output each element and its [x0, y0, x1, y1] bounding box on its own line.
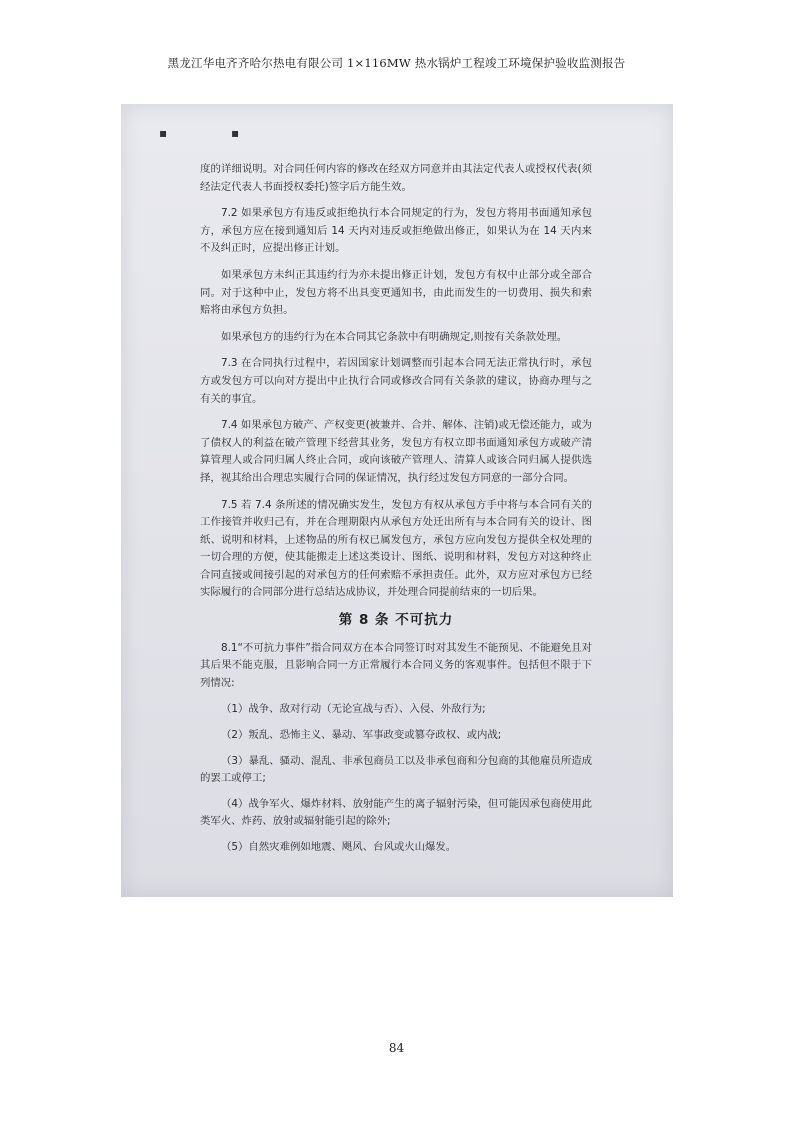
- page-header: 黑龙江华电齐齐哈尔热电有限公司 1×116MW 热水锅炉工程竣工环境保护验收监测报告: [167, 56, 626, 70]
- paragraph-7-2-b: 如果承包方未纠正其违约行为亦未提出修正计划，发包方有权中止部分或全部合同。对于这种中止，发包方将不出具变更通知书，由此而发生的一切费用、损失和索赔将由承包方负担。: [200, 268, 592, 317]
- paragraph-7-5: 7.5 若 7.4 条所述的情况确实发生，发包方有权从承包方手中将与本合同有关的工作接管并收归己有，并在合理期限内从承包方处迁出所有与本合同有关的设计、图纸、说明和材料，上述物品的所有权已属发包方，承包方应向发包方提供全权处理的一切合理的方便，使其能搬走上述这类设计、图纸、说明和材料，发包方对这种终止合同直接或间接引起的对承包方的任何索赔不承担责任。此外，双方应对承包方已经实际履行的合同部分进行总结达成协议，并处理合同提前结束的一切后果。: [200, 498, 592, 599]
- list-item: （1）战争、敌对行动（无论宣战与否）、入侵、外敌行为;: [221, 703, 486, 716]
- paragraph-8-1: 8.1“不可抗力事件”指合同双方在本合同签订时对其发生不能预见、不能避免且对其后果不能克服，且影响合同一方正常履行本合同义务的客观事件。包括但不限于下列情况:: [200, 641, 592, 689]
- list-item: （4）战争军火、爆炸材料、放射能产生的离子辐射污染，但可能因承包商使用此类军火、炸药、放射或辐射能引起的除外;: [200, 797, 592, 828]
- paragraph-7-2-c: 如果承包方的违约行为在本合同其它条款中有明确规定,则按有关条款处理。: [221, 330, 568, 343]
- section-title: 第 8 条 不可抗力: [338, 612, 454, 629]
- scan-marks: ▪ ▪: [159, 126, 270, 140]
- paragraph-7-2: 7.2 如果承包方有违反或拒绝执行本合同规定的行为，发包方将用书面通知承包方，承包方应在接到通知后 14 天内对违反或拒绝做出修正，如果认为在 14 天内来不及纠正时，应提出修正计划。: [200, 207, 592, 255]
- paragraph-7-3: 7.3 在合同执行过程中，若因国家计划调整而引起本合同无法正常执行时，承包方或发包方可以向对方提出中止执行合同或修改合同有关条款的建议，协商办理与之有关的事宜。: [200, 357, 592, 405]
- paragraph-7-4: 7.4 如果承包方破产、产权变更(被兼并、合并、解体、注销)或无偿还能力，或为了债权人的利益在破产管理下经营其业务，发包方有权立即书面通知承包方或破产清算管理人或合同归属人终止合同，或向该破产管理人、清算人或该合同归属人提供选择，视其给出合理忠实履行合同的保证情况，执行经过发包方同意的一部分合同。: [200, 419, 592, 484]
- contract-text: [200, 161, 592, 865]
- list-item: （3）暴乱、骚动、混乱、非承包商员工以及非承包商和分包商的其他雇员所造成的罢工或停工;: [200, 754, 592, 785]
- page-number: 84: [388, 1041, 405, 1055]
- list-item: （2）叛乱、恐怖主义、暴动、军事政变或篡夺政权、或内战;: [221, 729, 502, 742]
- paragraph-continuation: 度的详细说明。对合同任何内容的修改在经双方同意并由其法定代表人或授权代表(须经法定代表人书面授权委托)签字后方能生效。: [200, 163, 592, 193]
- scanned-contract-page: [121, 104, 673, 897]
- list-item: （5）自然灾难例如地震、飓风、台风或火山爆发。: [221, 841, 457, 853]
